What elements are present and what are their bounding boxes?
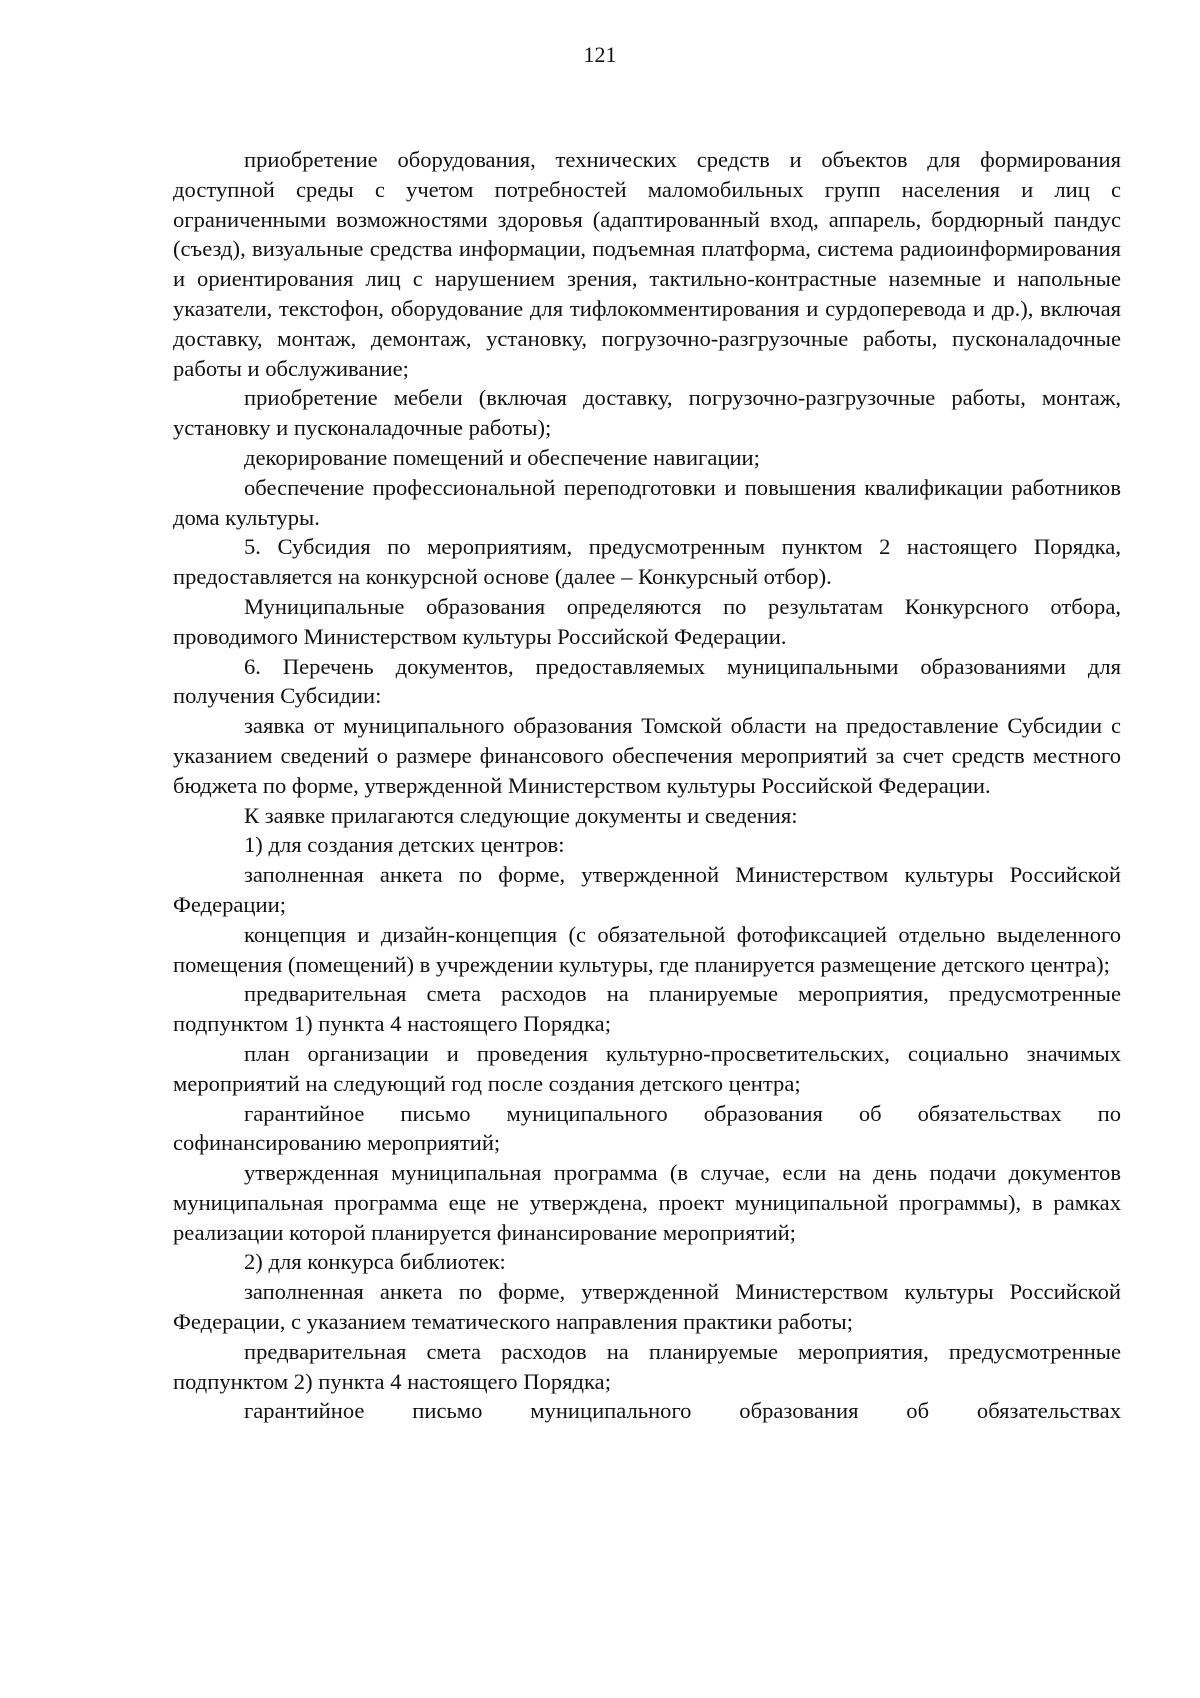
paragraph-guarantee-1: гарантийное письмо муниципального образования об обязательствах по софинансированию мероприятий; (173, 1100, 1121, 1156)
paragraph-training: обеспечение профессиональной переподготовки и повышения квалификации работников дома культуры. (173, 474, 1121, 530)
paragraph-plan: план организации и проведения культурно-просветительских, социально значимых мероприятий на следующий год после создания детского центра; (173, 1040, 1121, 1096)
paragraph-decoration: декорирование помещений и обеспечение навигации; (244, 444, 760, 470)
paragraph-guarantee-2: гарантийное письмо муниципального образования об обязательствах (244, 1398, 1121, 1424)
paragraph-subitem-2: 2) для конкурса библиотек: (244, 1249, 506, 1275)
paragraph-application: заявка от муниципального образования Томской области на предоставление Субсидии с указанием сведений о размере финансового обеспечения мероприятий за счет средств местного бюджета по форме, утвержденной Министерством культуры Российской Федерации. (173, 713, 1121, 798)
paragraph-equipment: приобретение оборудования, технических средств и объектов для формирования доступной среды с учетом потребностей маломобильных групп населения и лиц с ограниченными возможностями здоровья (адаптированный вход, аппарель, бордюрный пандус (съезд), визуальные средства информации, подъемная платформа, система радиоинформирования и ориентирования лиц с нарушением зрения, тактильно-контрастные наземные и напольные указатели, текстофон, оборудование для тифлокомментирования и сурдоперевода и др.), включая доставку, монтаж, демонтаж, установку, погрузочно-разгрузочные работы, пусконаладочные работы и обслуживание; (173, 147, 1121, 381)
page-number: 121 (583, 42, 617, 67)
paragraph-program: утвержденная муниципальная программа (в случае, если на день подачи документов муниципальная программа еще не утверждена, проект муниципальной программы), в рамках реализации которой планируется финансирование мероприятий; (173, 1160, 1121, 1245)
document-body (173, 145, 1121, 1426)
paragraph-item-5: 5. Субсидия по мероприятиям, предусмотренным пунктом 2 настоящего Порядка, предоставляется на конкурсной основе (далее – Конкурсный отбор). (173, 534, 1121, 590)
paragraph-item-6: 6. Перечень документов, предоставляемых муниципальными образованиями для получения Субсидии: (173, 653, 1121, 709)
paragraph-attachments: К заявке прилагаются следующие документы и сведения: (244, 802, 798, 828)
paragraph-concept: концепция и дизайн-концепция (с обязательной фотофиксацией отдельно выделенного помещения (помещений) в учреждении культуры, где планируется размещение детского центра); (173, 921, 1121, 977)
paragraph-questionnaire-1: заполненная анкета по форме, утвержденной Министерством культуры Российской Федерации; (173, 862, 1121, 917)
paragraph-questionnaire-2: заполненная анкета по форме, утвержденной Министерством культуры Российской Федерации, с указанием тематического направления практики работы; (173, 1279, 1121, 1335)
paragraph-municipalities: Муниципальные образования определяются по результатам Конкурсного отбора, проводимого Министерством культуры Российской Федерации. (173, 593, 1121, 649)
paragraph-estimate-1: предварительная смета расходов на планируемые мероприятия, предусмотренные подпунктом 1) пункта 4 настоящего Порядка; (173, 981, 1121, 1037)
paragraph-estimate-2: предварительная смета расходов на планируемые мероприятия, предусмотренные подпунктом 2) пункта 4 настоящего Порядка; (173, 1338, 1121, 1394)
paragraph-furniture: приобретение мебели (включая доставку, погрузочно-разгрузочные работы, монтаж, установку и пусконаладочные работы); (173, 385, 1121, 441)
paragraph-subitem-1: 1) для создания детских центров: (244, 832, 565, 858)
